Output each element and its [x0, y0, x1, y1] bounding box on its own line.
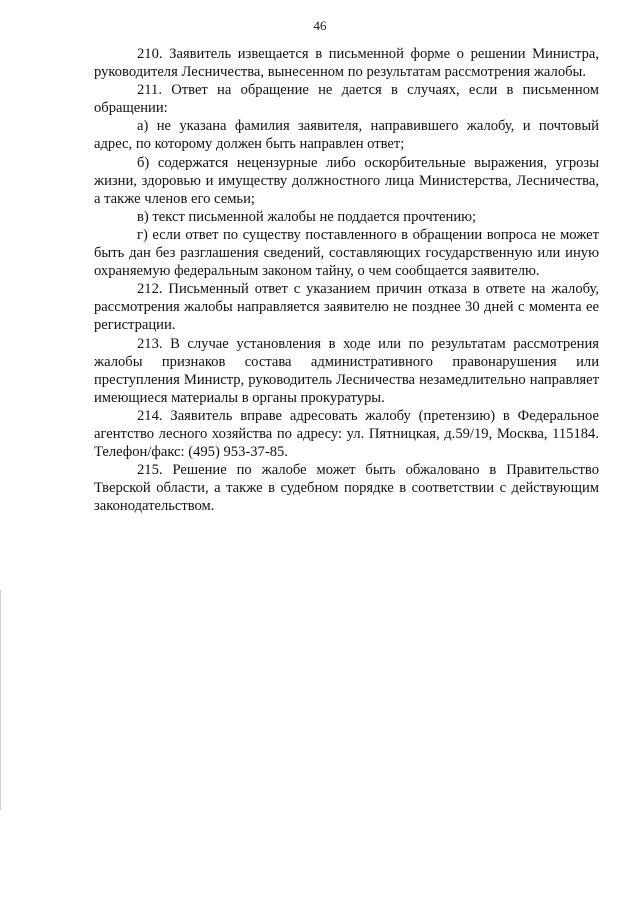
paragraph-215: 215. Решение по жалобе может быть обжаловано в Правительство Тверской области, а также в судебном порядке в соответствии с действующим законодательством.	[94, 462, 599, 515]
paragraph-211-item-g: г) если ответ по существу поставленного в обращении вопроса не может быть дан без разглашения сведений, составляющих государственную или иную охраняемую федеральным законом тайну, о чем сообщается заявителю.	[94, 226, 599, 280]
paragraph-213: 213. В случае установления в ходе или по результатам рассмотрения жалобы признаков состава административного правонарушения или преступления Министр, руководитель Лесничества незамедлительно направляет имеющиеся материалы в органы прокуратуры.	[94, 335, 599, 406]
paragraph-211-item-v: в) текст письменной жалобы не поддается прочтению;	[137, 208, 477, 225]
paragraph-211-item-b: б) содержатся нецензурные либо оскорбительные выражения, угрозы жизни, здоровью и имуществу должностного лица Министерства, Лесничества, а также членов его семьи;	[94, 154, 599, 207]
paragraph-211-item-a: а) не указана фамилия заявителя, направившего жалобу, и почтовый адрес, по которому должен быть направлен ответ;	[94, 118, 599, 153]
paragraph-214: 214. Заявитель вправе адресовать жалобу (претензию) в Федеральное агентство лесного хозяйства по адресу: ул. Пятницкая, д.59/19, Москва, 115184. Телефон/факс: (495) 953-37-85.	[94, 407, 599, 461]
scan-edge-shadow	[0, 590, 1, 810]
paragraph-211: 211. Ответ на обращение не дается в случаях, если в письменном обращении:	[94, 82, 599, 117]
paragraph-212: 212. Письменный ответ с указанием причин отказа в ответе на жалобу, рассмотрения жалобы направляется заявителю не позднее 30 дней с момента ее регистрации.	[94, 281, 599, 334]
page-number: 46	[313, 18, 327, 33]
document-body	[94, 45, 599, 515]
paragraph-210: 210. Заявитель извещается в письменной форме о решении Министра, руководителя Лесничества, вынесенном по результатам рассмотрения жалобы.	[94, 46, 599, 81]
